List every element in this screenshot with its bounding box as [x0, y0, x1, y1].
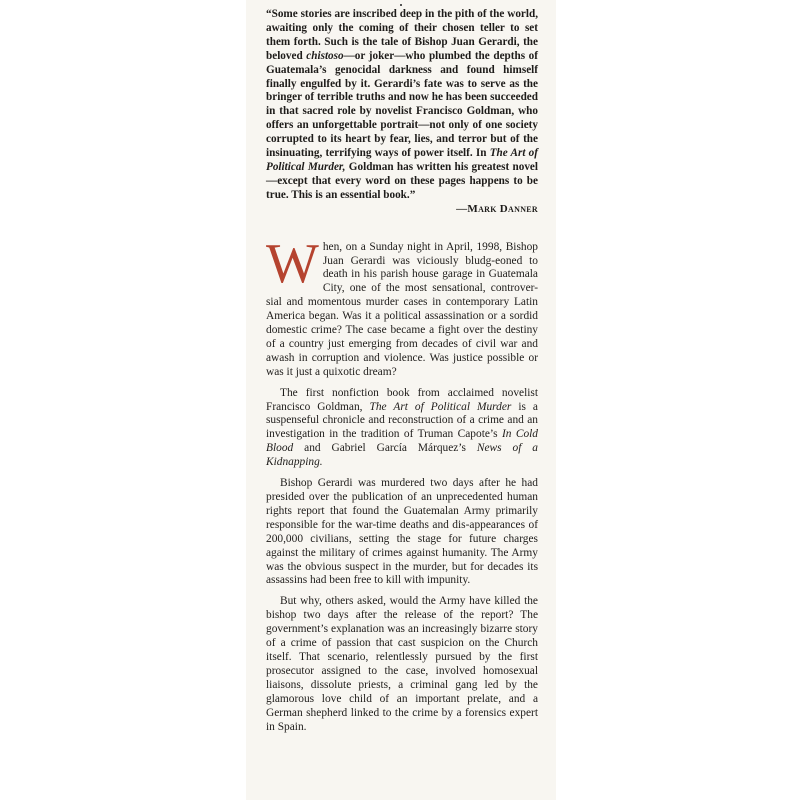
- quote-text-close: Goldman has written his greatest novel—except that every word on these pages happens to be true. This is an essential book.”: [266, 160, 538, 201]
- quote-italic-title: The Art of Political Murder,: [266, 147, 538, 173]
- quote-attribution: —Mark Danner: [456, 202, 538, 215]
- body-paragraph-4: But why, others asked, would the Army have killed the bishop two days after the release of the report? The government’s explanation was an increasingly bizarre story of a crime of passion that cast suspicion on the Church itself. That scenario, relentlessly pursued by the first prosecutor assigned to the case, involved homosexual liaisons, dissolute priests, a criminal gang led by the glamorous love child of an important prelate, and a German shepherd linked to the crime by a forensics expert in Spain.: [266, 595, 538, 733]
- scan-speck: [400, 4, 402, 6]
- paragraph-1-text: hen, on a Sunday night in April, 1998, Bishop Juan Gerardi was viciously bludg-eoned to death in his parish house garage in Guatemala City, one of the most sensational, controver-sial and momentous murder cases in contemporary Latin America began. Was it a political assassination or a sordid domestic crime? The case became a fight over the destiny of a country just emerging from decades of civil war and awash in corruption and violence. Was justice possible or was it just a quixotic dream?: [266, 240, 538, 378]
- body-paragraph-1: [266, 232, 538, 380]
- body-paragraph-3: Bishop Gerardi was murdered two days after he had presided over the publication of an unprecedented human rights report that found the Guatemalan Army primarily responsible for the war-time deaths and dis-appearances of 200,000 civilians, setting the stage for future charges against the military of crimes against humanity. The Army was the obvious suspect in the murder, but for decades its assassins had been free to kill with impunity.: [266, 477, 538, 587]
- paragraph-2-text-b: is a suspenseful chronicle and reconstruction of a crime and an investigation in the tradition of Truman Capote’s: [266, 400, 538, 441]
- body-paragraph-2: [266, 387, 538, 470]
- paragraph-2-italic-2: In Cold Blood: [266, 428, 538, 455]
- flap-text: [266, 8, 538, 741]
- drop-cap: W: [266, 232, 319, 295]
- paragraph-2-text-c: and Gabriel García Márquez’s: [293, 442, 477, 455]
- quote-italic-chistoso: chistoso: [306, 49, 344, 62]
- blurb-quote: [266, 8, 538, 203]
- paragraph-2-text-a: The first nonfiction book from acclaimed novelist Francisco Goldman,: [266, 386, 538, 413]
- paragraph-2-italic-3: News of a Kidnapping.: [266, 442, 538, 469]
- quote-text-middle: —or joker—who plumbed the depths of Guatemala’s genocidal darkness and found himself finally engulfed by it. Gerardi’s fate was to serve as the bringer of terrible truths and now he has been succeeded in that sacred role by novelist Francisco Goldman, who offers an unforgettable portrait—not only of one society corrupted to its heart by fear, lies, and terror but of the insinuating, terrifying ways of power itself. In: [266, 49, 539, 160]
- paragraph-2-italic-1: The Art of Political Murder: [369, 400, 512, 413]
- quote-text-open: “Some stories are inscribed deep in the pith of the world, awaiting only the coming of their chosen teller to set them forth. Such is the tale of Bishop Juan Gerardi, the beloved: [266, 8, 538, 62]
